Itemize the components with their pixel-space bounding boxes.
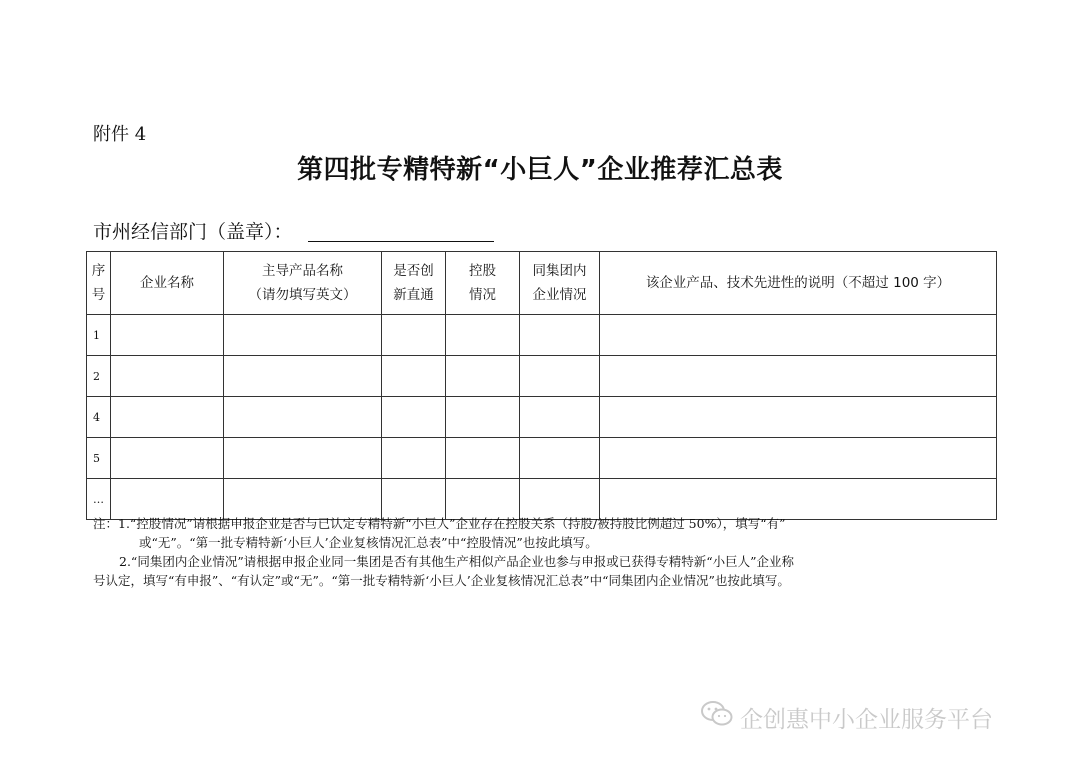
- cell-company: [111, 356, 224, 397]
- cell-direct: [382, 356, 446, 397]
- cell-holding: [446, 356, 520, 397]
- cell-product: [224, 438, 382, 479]
- table-header-row: [87, 252, 997, 315]
- header-group: 同集团内 企业情况: [520, 252, 600, 315]
- table-row: [87, 397, 997, 438]
- watermark: [700, 702, 993, 732]
- cell-direct: [382, 315, 446, 356]
- cell-description: [600, 397, 997, 438]
- header-product: 主导产品名称 （请勿填写英文）: [224, 252, 382, 315]
- cell-company: [111, 438, 224, 479]
- row-seq: 1: [87, 315, 111, 356]
- dept-signature-line: [308, 241, 494, 242]
- wechat-icon: [700, 700, 734, 734]
- table-row: [87, 356, 997, 397]
- page-title: 第四批专精特新“小巨人”企业推荐汇总表: [297, 155, 783, 185]
- row-seq: 5: [87, 438, 111, 479]
- table-row: [87, 315, 997, 356]
- note-line: 2.“同集团内企业情况”请根据申报企业同一集团是否有其他生产相似产品企业也参与申报或已获得专精特新“小巨人”企业称: [119, 554, 794, 569]
- header-company: 企业名称: [111, 252, 224, 315]
- row-seq: 4: [87, 397, 111, 438]
- header-holding: 控股 情况: [446, 252, 520, 315]
- cell-description: [600, 438, 997, 479]
- note-line: 或“无”。“第一批专精特新‘小巨人’企业复核情况汇总表”中“控股情况”也按此填写。: [139, 535, 598, 550]
- header-seq: 序 号: [87, 252, 111, 315]
- cell-group: [520, 397, 600, 438]
- cell-holding: [446, 315, 520, 356]
- cell-product: [224, 315, 382, 356]
- header-direct: 是否创 新直通: [382, 252, 446, 315]
- table-row: [87, 438, 997, 479]
- summary-table: [86, 251, 997, 520]
- cell-holding: [446, 397, 520, 438]
- row-seq: …: [87, 479, 111, 520]
- cell-group: [520, 315, 600, 356]
- cell-group: [520, 438, 600, 479]
- cell-company: [111, 397, 224, 438]
- note-line: 号认定，填写“有申报”、“有认定”或“无”。“第一批专精特新‘小巨人’企业复核情况汇总表”中“同集团内企业情况”也按此填写。: [93, 573, 790, 588]
- cell-direct: [382, 397, 446, 438]
- dept-label: 市州经信部门（盖章）：: [93, 221, 293, 243]
- notes: [93, 514, 993, 590]
- cell-product: [224, 397, 382, 438]
- note-line: 注：1.“控股情况”请根据申报企业是否与已认定专精特新“小巨人”企业存在控股关系（持股/被持股比例超过 50%），填写“有”: [93, 516, 786, 531]
- cell-description: [600, 315, 997, 356]
- watermark-text: 企创惠中小企业服务平台: [740, 706, 993, 733]
- cell-product: [224, 356, 382, 397]
- cell-company: [111, 315, 224, 356]
- attachment-label: 附件 4: [93, 124, 147, 145]
- cell-group: [520, 356, 600, 397]
- cell-description: [600, 356, 997, 397]
- header-description: 该企业产品、技术先进性的说明（不超过 100 字）: [600, 252, 997, 315]
- cell-holding: [446, 438, 520, 479]
- row-seq: 2: [87, 356, 111, 397]
- cell-direct: [382, 438, 446, 479]
